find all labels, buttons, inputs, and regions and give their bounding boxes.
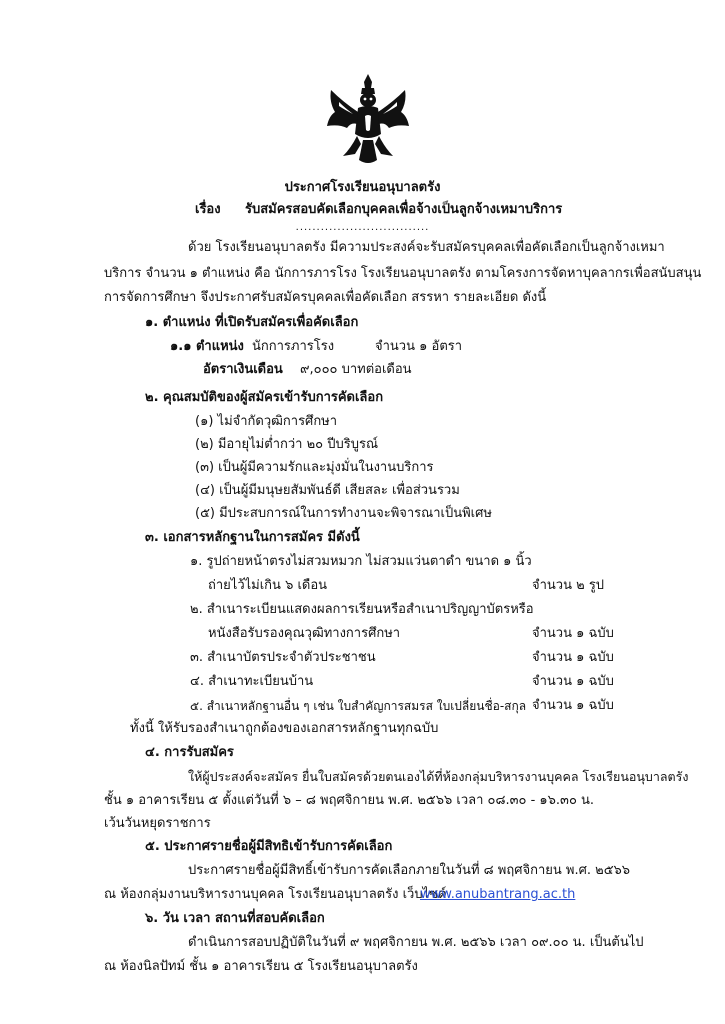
application-line-2: ชั้น ๑ อาคารเรียน ๕ ตั้งแต่วันที่ ๖ – ๘ พฤศจิกายน พ.ศ. ๒๕๖๖ เวลา ๐๘.๓๐ - ๑๖.๓๐ น. — [104, 793, 595, 808]
qualification-item: (๑) ไม่จำกัดวุฒิการศึกษา — [195, 414, 338, 429]
document-item-qty: จำนวน ๒ รูป — [532, 578, 605, 593]
document-item-text: ๒. สำเนาระเบียนแสดงผลการเรียนหรือสำเนาปริญญาบัตรหรือ — [190, 602, 534, 617]
announce-list-line-1: ประกาศรายชื่อผู้มีสิทธิ์เข้ารับการคัดเลือกภายในวันที่ ๘ พฤศจิกายน พ.ศ. ๒๕๖๖ — [188, 863, 631, 878]
document-item-qty: จำนวน ๑ ฉบับ — [532, 650, 614, 665]
document-item-text: ๕. สำเนาหลักฐานอื่น ๆ เช่น ใบสำคัญการสมรส ใบเปลี่ยนชื่อ-สกุล — [190, 699, 527, 713]
section-4-heading: ๔. การรับสมัคร — [145, 745, 234, 760]
position-label: ๑.๑ ตำแหน่ง — [170, 339, 244, 354]
document-item-qty: จำนวน ๑ ฉบับ — [532, 674, 614, 689]
document-item-text: หนังสือรับรองคุณวุฒิทางการศึกษา — [208, 626, 401, 641]
title-separator: ................................ — [295, 222, 430, 233]
announcement-title: ประกาศโรงเรียนอนุบาลตรัง — [284, 180, 441, 195]
position-value: นักการภารโรง — [252, 339, 335, 354]
intro-line-3: การจัดการศึกษา จึงประกาศรับสมัครบุคคลเพื่อคัดเลือก สรรหา รายละเอียด ดังนี้ — [104, 290, 547, 305]
position-count: จำนวน ๑ อัตรา — [375, 339, 463, 354]
salary-value: ๙,๐๐๐ บาทต่อเดือน — [300, 362, 412, 377]
document-item-qty: จำนวน ๑ ฉบับ — [532, 698, 614, 713]
section-3-heading: ๓. เอกสารหลักฐานในการสมัคร มีดังนี้ — [145, 530, 360, 545]
document-item-text: ถ่ายไว้ไม่เกิน ๖ เดือน — [208, 578, 328, 593]
qualification-item: (๔) เป็นผู้มีมนุษยสัมพันธ์ดี เสียสละ เพื่อส่วนรวม — [195, 483, 460, 498]
exam-line-2: ณ ห้องนิลปัทม์ ชั้น ๑ อาคารเรียน ๕ โรงเรียนอนุบาลตรัง — [104, 959, 418, 974]
section-1-heading: ๑. ตำแหน่ง ที่เปิดรับสมัครเพื่อคัดเลือก — [145, 315, 359, 330]
application-line-1: ให้ผู้ประสงค์จะสมัคร ยื่นใบสมัครด้วยตนเองได้ที่ห้องกลุ่มบริหารงานบุคคล โรงเรียนอนุบาลตรัง — [188, 769, 689, 784]
qualification-item: (๓) เป็นผู้มีความรักและมุ่งมั่นในงานบริการ — [195, 460, 434, 475]
qualification-item: (๕) มีประสบการณ์ในการทำงานจะพิจารณาเป็นพิเศษ — [195, 506, 492, 521]
section-2-heading: ๒. คุณสมบัติของผู้สมัครเข้ารับการคัดเลือก — [145, 390, 384, 405]
announce-list-line-2: ณ ห้องกลุ่มงานบริหารงานบุคคล โรงเรียนอนุบาลตรัง เว็บไซด์ — [104, 887, 447, 902]
qualification-item: (๒) มีอายุไม่ต่ำกว่า ๒๐ ปีบริบูรณ์ — [195, 437, 379, 452]
garuda-emblem — [325, 72, 411, 168]
school-website-link[interactable]: www.anubantrang.ac.th — [420, 887, 576, 902]
section-6-heading: ๖. วัน เวลา สถานที่สอบคัดเลือก — [145, 911, 325, 926]
document-item-text: ๑. รูปถ่ายหน้าตรงไม่สวมหมวก ไม่สวมแว่นตาดำ ขนาด ๑ นิ้ว — [190, 554, 532, 569]
document-item-qty: จำนวน ๑ ฉบับ — [532, 626, 614, 641]
subject-label: เรื่อง — [195, 202, 221, 217]
documents-note: ทั้งนี้ ให้รับรองสำเนาถูกต้องของเอกสารหลักฐานทุกฉบับ — [130, 721, 439, 736]
salary-label: อัตราเงินเดือน — [203, 362, 283, 377]
document-item-text: ๓. สำเนาบัตรประจำตัวประชาชน — [190, 650, 376, 665]
intro-line-1: ด้วย โรงเรียนอนุบาลตรัง มีความประสงค์จะรับสมัครบุคคลเพื่อคัดเลือกเป็นลูกจ้างเหมา — [188, 240, 665, 255]
document-item-text: ๔. สำเนาทะเบียนบ้าน — [190, 674, 314, 689]
application-line-3: เว้นวันหยุดราชการ — [104, 816, 211, 831]
subject-text: รับสมัครสอบคัดเลือกบุคคลเพื่อจ้างเป็นลูกจ้างเหมาบริการ — [245, 202, 563, 217]
exam-line-1: ดำเนินการสอบปฏิบัติในวันที่ ๙ พฤศจิกายน พ.ศ. ๒๕๖๖ เวลา ๐๙.๐๐ น. เป็นต้นไป — [188, 935, 644, 950]
section-5-heading: ๕. ประกาศรายชื่อผู้มีสิทธิเข้ารับการคัดเลือก — [145, 839, 393, 854]
intro-line-2: บริการ จำนวน ๑ ตำแหน่ง คือ นักการภารโรง โรงเรียนอนุบาลตรัง ตามโครงการจัดหาบุคลากรเพื่อสนับสนุน — [104, 266, 702, 281]
